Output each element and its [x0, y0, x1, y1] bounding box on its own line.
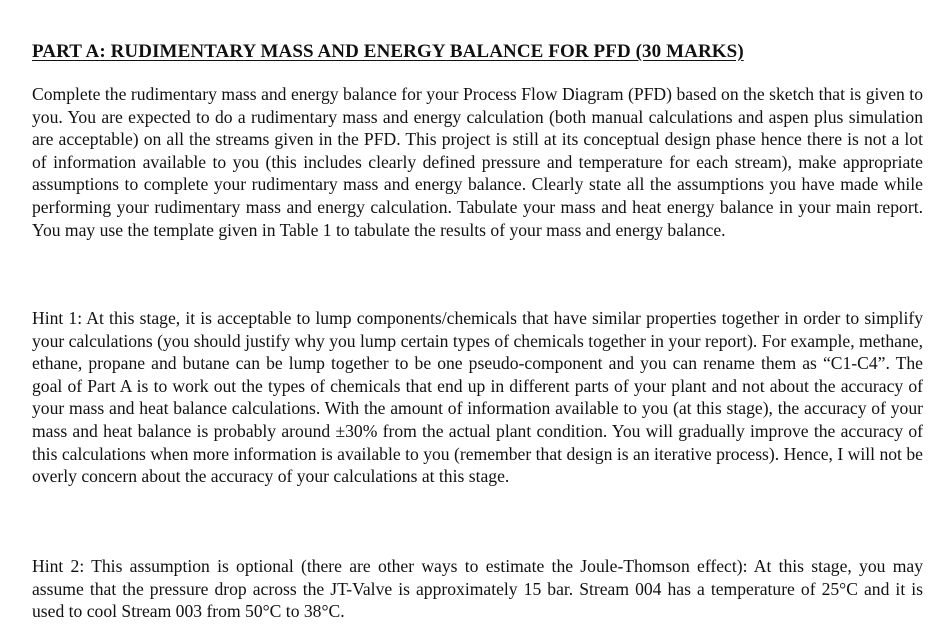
paragraph-hint-1: Hint 1: At this stage, it is acceptable to lump components/chemicals that have similar properties together in order to simplify your calculations (you should justify why you lump certain types of chemicals together in your report). For example, methane, ethane, propane and butane can be lump together to be one pseudo-component and you can rename them as “C1-C4”. The goal of Part A is to work out the types of chemicals that end up in different parts of your plant and not about the accuracy of your mass and heat balance calculations. With the amount of information available to you (at this stage), the accuracy of your mass and heat balance is probably around ±30% from the actual plant condition. You will gradually improve the accuracy of this calculations when more information is available to you (remember that design is an iterative process). Hence, I will not be overly concern about the accuracy of your calculations at this stage. [32, 308, 923, 487]
paragraph-hint-2: Hint 2: This assumption is optional (there are other ways to estimate the Joule-Thomson effect): At this stage, you may assume that the pressure drop across the JT-Valve is approximately 15 bar. Stream 004 has a temperature of 25°C and it is used to cool Stream 003 from 50°C to 38°C. [32, 556, 923, 622]
paragraph-instructions: Complete the rudimentary mass and energy balance for your Process Flow Diagram (PFD) based on the sketch that is given to you. You are expected to do a rudimentary mass and energy calculation (both manual calculations and aspen plus simulation are acceptable) on all the streams given in the PFD. This project is still at its conceptual design phase hence there is not a lot of information available to you (this includes clearly defined pressure and temperature for each stream), make appropriate assumptions to complete your rudimentary mass and energy balance. Clearly state all the assumptions you have made while performing your rudimentary mass and energy calculation. Tabulate your mass and heat energy balance in your main report. You may use the template given in Table 1 to tabulate the results of your mass and energy balance. [32, 84, 923, 240]
section-title: PART A: RUDIMENTARY MASS AND ENERGY BALANCE FOR PFD (30 MARKS) [32, 41, 744, 62]
